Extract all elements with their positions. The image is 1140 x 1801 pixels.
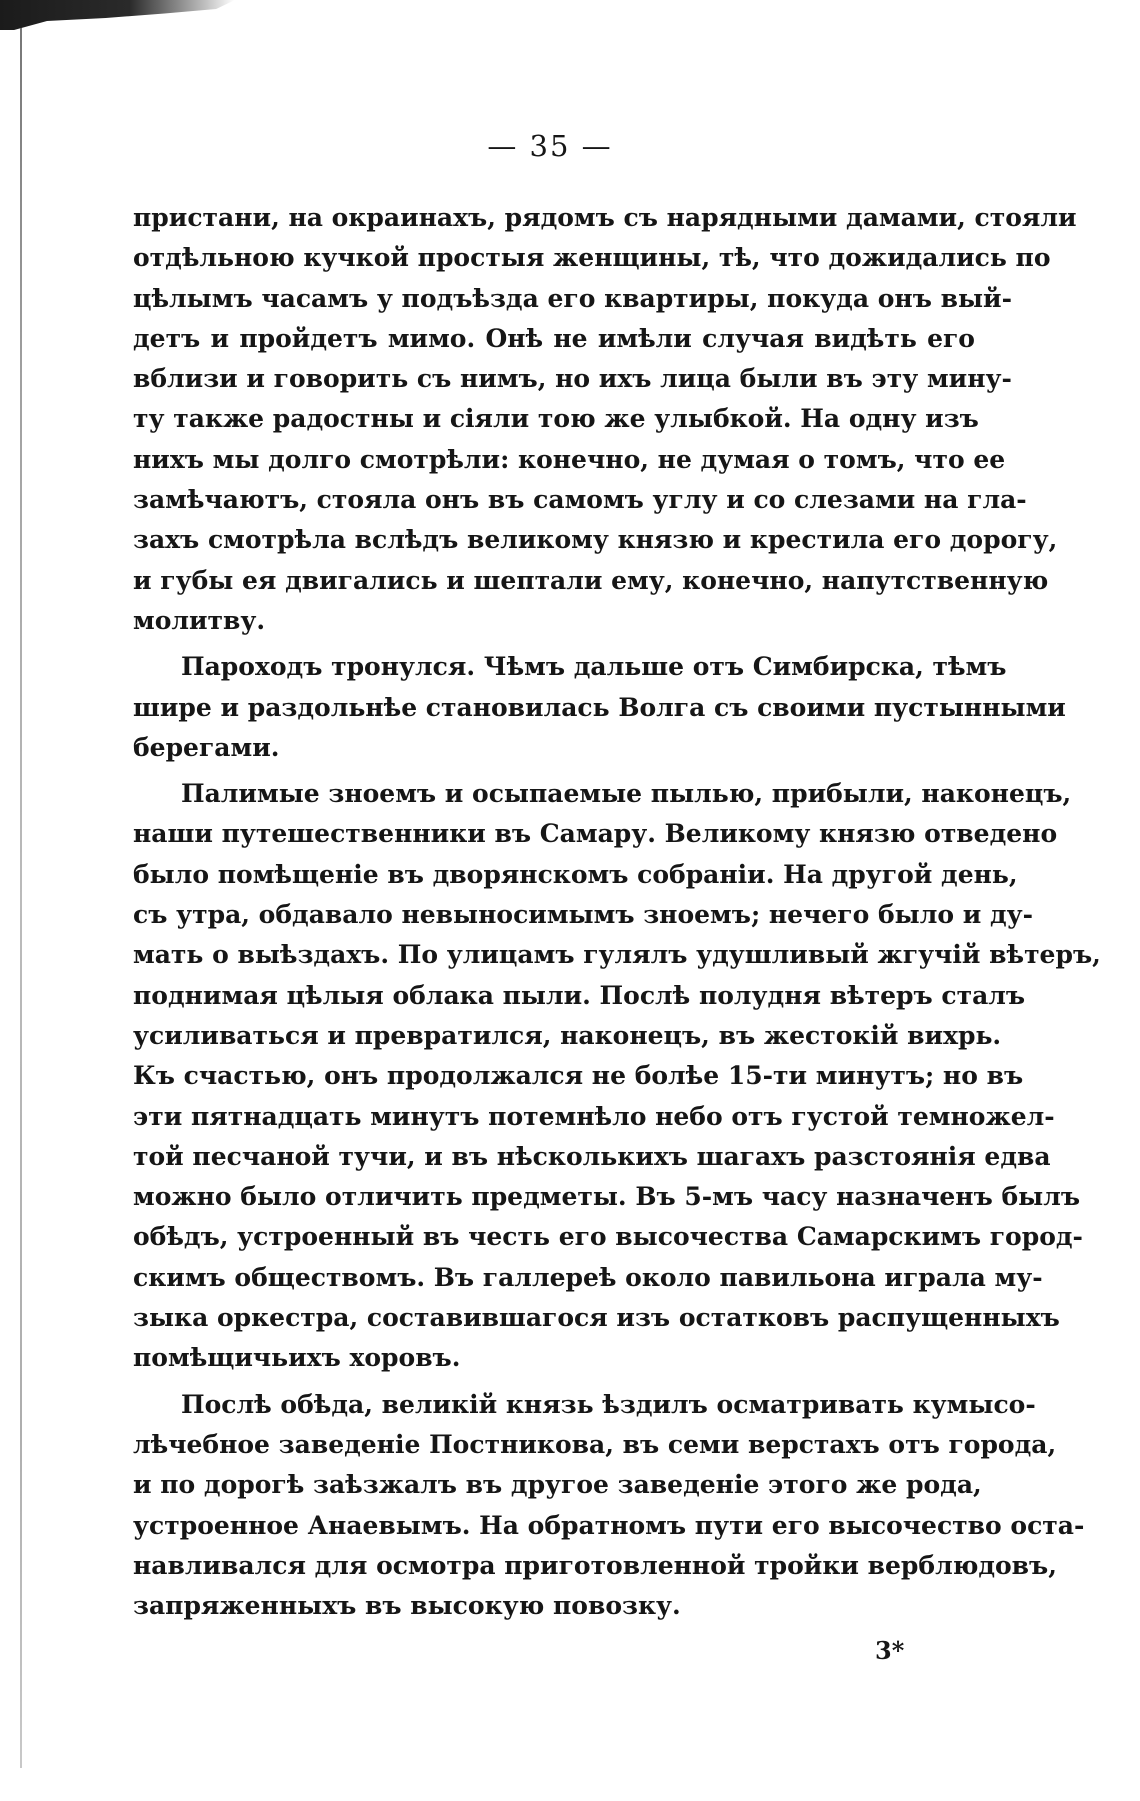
paragraph-3: [133, 774, 1101, 1378]
text-line: можно было отличить предметы. Въ 5-мъ часу назначенъ былъ: [133, 1182, 1080, 1212]
text-line: эти пятнадцать минутъ потемнѣло небо отъ густой темножел-: [133, 1101, 1055, 1131]
text-line: захъ смотрѣла вслѣдъ великому князю и крестила его дорогу,: [133, 525, 1058, 555]
text-line: помѣщичьихъ хоровъ.: [133, 1343, 461, 1373]
text-line: зыка оркестра, составившагося изъ остатковъ распущенныхъ: [133, 1303, 1060, 1333]
signature-mark: 3*: [875, 1636, 905, 1665]
body-text: [133, 198, 1101, 1632]
scan-artifact-top: [0, 0, 235, 30]
text-line: съ утра, обдавало невыносимымъ зноемъ; нечего было и ду-: [133, 900, 1034, 930]
paragraph-4: [133, 1385, 1085, 1627]
text-line: шире и раздольнѣе становилась Волга съ своими пустынными: [133, 692, 1066, 722]
text-line: запряженныхъ въ высокую повозку.: [133, 1591, 681, 1621]
text-line: мать о выѣздахъ. По улицамъ гулялъ удушливый жгучій вѣтеръ,: [133, 940, 1101, 970]
text-line: устроенное Анаевымъ. На обратномъ пути его высочество оста-: [133, 1510, 1085, 1540]
text-line: детъ и пройдетъ мимо. Онѣ не имѣли случая видѣть его: [133, 323, 975, 353]
text-line: цѣлымъ часамъ у подъѣзда его квартиры, покуда онъ вый-: [133, 283, 1012, 313]
scan-edge-left: [20, 28, 22, 1768]
text-line: усиливаться и превратился, наконецъ, въ жестокій вихрь.: [133, 1020, 1002, 1050]
text-line: берегами.: [133, 732, 280, 762]
text-line: молитву.: [133, 605, 266, 635]
text-line: нихъ мы долго смотрѣли: конечно, не думая о томъ, что ее: [133, 444, 1006, 474]
page-number: — 35 —: [487, 129, 613, 163]
text-line: Палимые зноемъ и осыпаемые пылью, прибыли, наконецъ,: [181, 779, 1072, 809]
text-line: той песчаной тучи, и въ нѣсколькихъ шагахъ разстоянія едва: [133, 1141, 1051, 1171]
text-line: было помѣщеніе въ дворянскомъ собраніи. На другой день,: [133, 859, 1018, 889]
text-line: пристани, на окраинахъ, рядомъ съ нарядными дамами, стояли: [133, 203, 1077, 232]
text-line: наши путешественники въ Самару. Великому князю отведено: [133, 819, 1058, 849]
paragraph-1: [133, 198, 1077, 641]
paragraph-2: [133, 647, 1066, 768]
text-line: Пароходъ тронулся. Чѣмъ дальше отъ Симбирска, тѣмъ: [181, 652, 1007, 682]
text-line: ту также радостны и сіяли тою же улыбкой. На одну изъ: [133, 404, 979, 434]
text-line: лѣчебное заведеніе Постникова, въ семи верстахъ отъ города,: [133, 1429, 1057, 1459]
text-line: отдѣльною кучкой простыя женщины, тѣ, что дожидались по: [133, 243, 1051, 273]
text-line: поднимая цѣлыя облака пыли. Послѣ полудня вѣтеръ сталъ: [133, 980, 1026, 1010]
text-line: и губы ея двигались и шептали ему, конечно, напутственную: [133, 565, 1049, 595]
text-line: обѣдъ, устроенный въ честь его высочества Самарскимъ город-: [133, 1222, 1083, 1252]
text-line: навливался для осмотра приготовленной тройки верблюдовъ,: [133, 1550, 1057, 1580]
text-line: скимъ обществомъ. Въ галлереѣ около павильона играла му-: [133, 1262, 1043, 1292]
text-line: вблизи и говорить съ нимъ, но ихъ лица были въ эту мину-: [133, 364, 1012, 394]
text-line: Послѣ обѣда, великій князь ѣздилъ осматривать кумысо-: [181, 1389, 1036, 1419]
text-line: Къ счастью, онъ продолжался не болѣе 15-ти минутъ; но въ: [133, 1061, 1024, 1091]
text-line: и по дорогѣ заѣзжалъ въ другое заведеніе этого же рода,: [133, 1470, 982, 1500]
text-line: замѣчаютъ, стояла онъ въ самомъ углу и со слезами на гла-: [133, 485, 1027, 515]
